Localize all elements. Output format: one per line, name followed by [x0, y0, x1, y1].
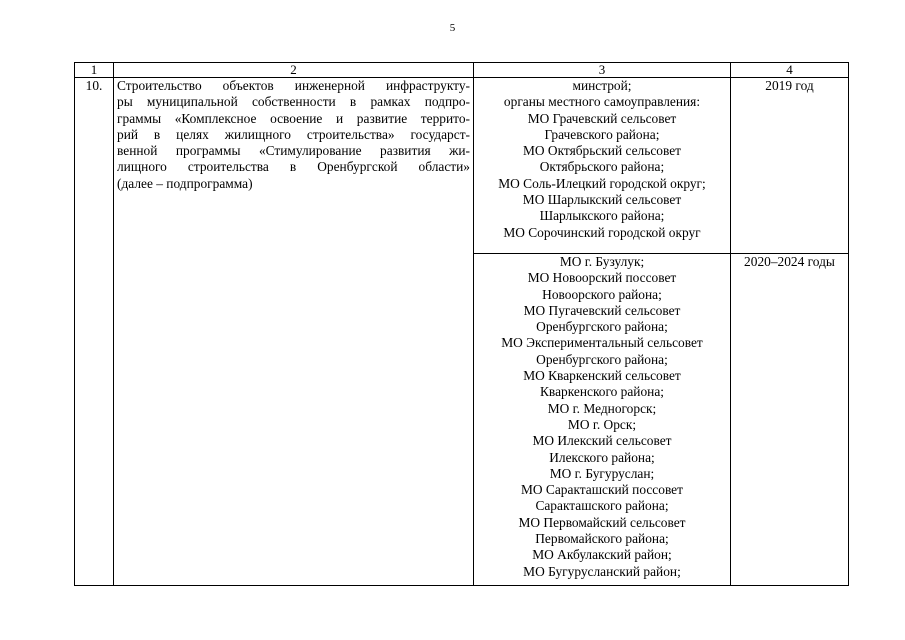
executor-line: МО г. Орск;	[567, 416, 637, 432]
executor-line: Оренбургского района;	[536, 351, 668, 367]
executor-line: МО Октябрьский сельсовет	[522, 143, 682, 159]
executor-line: МО Шарлыкский сельсовет	[522, 192, 682, 208]
period-block-2: 2020–2024 годы	[731, 254, 849, 586]
executor-line: МО Сорочинский городской округ	[503, 224, 701, 240]
executor-line: МО Акбулакский район;	[532, 547, 672, 563]
table-header-row	[75, 63, 849, 78]
executor-line: Кваркенского района;	[540, 384, 664, 400]
executor-line: МО г. Бузулук;	[559, 254, 645, 269]
executor-line: МО Экспериментальный сельсовет	[501, 335, 703, 351]
executor-line: МО Первомайский сельсовет	[518, 514, 686, 530]
executor-line: Новоорского района;	[542, 286, 662, 302]
description-line: рий в целях жилищного строительства» государст-	[117, 126, 470, 142]
executor-line: Грачевского района;	[544, 126, 660, 142]
description-line: граммы «Комплексное освоение и развитие террито-	[117, 110, 470, 126]
header-col-2: 2	[114, 63, 474, 78]
header-col-3: 3	[474, 63, 731, 78]
row-number: 10.	[75, 78, 114, 586]
row-description	[114, 78, 474, 586]
page-number: 5	[449, 22, 456, 34]
executor-line: МО Бугурусланский район;	[523, 563, 681, 579]
executor-line: МО Грачевский сельсовет	[527, 110, 677, 126]
executor-line: МО Соль-Илецкий городской округ;	[498, 175, 706, 191]
executor-line: МО Саракташский поссовет	[521, 482, 683, 498]
executor-line: МО Кваркенский сельсовет	[523, 368, 681, 384]
description-line: ры муниципальной собственности в рамках подпро-	[117, 94, 470, 110]
executor-line: МО Новоорский поссовет	[527, 270, 677, 286]
executor-line: минстрой;	[572, 78, 632, 93]
executor-line: Первомайского района;	[535, 531, 669, 547]
executor-line: Илекского района;	[549, 449, 655, 465]
executor-line: МО г. Бугуруслан;	[549, 465, 655, 481]
description-line: лищного строительства в Оренбургской области»	[117, 159, 470, 175]
period-block-1: 2019 год	[731, 78, 849, 254]
executor-line: МО г. Медногорск;	[547, 400, 657, 416]
header-col-1: 1	[75, 63, 114, 78]
executor-line: Оренбургского района;	[536, 319, 668, 335]
program-table	[74, 62, 849, 586]
executor-line: Шарлыкского района;	[539, 208, 665, 224]
description-line: (далее – подпрограмма)	[117, 175, 253, 191]
executors-block-2	[474, 254, 731, 586]
table-row	[75, 78, 849, 254]
executor-line: Октябрьского района;	[539, 159, 665, 175]
executor-line: МО Пугачевский сельсовет	[523, 302, 681, 318]
executor-line: Саракташского района;	[535, 498, 669, 514]
executor-line: МО Илекский сельсовет	[532, 433, 672, 449]
executor-line: органы местного самоуправления:	[503, 94, 701, 110]
executors-block-1	[474, 78, 731, 254]
description-line: венной программы «Стимулирование развития жи-	[117, 143, 470, 159]
header-col-4: 4	[731, 63, 849, 78]
description-line: Строительство объектов инженерной инфраструкту-	[117, 78, 470, 93]
